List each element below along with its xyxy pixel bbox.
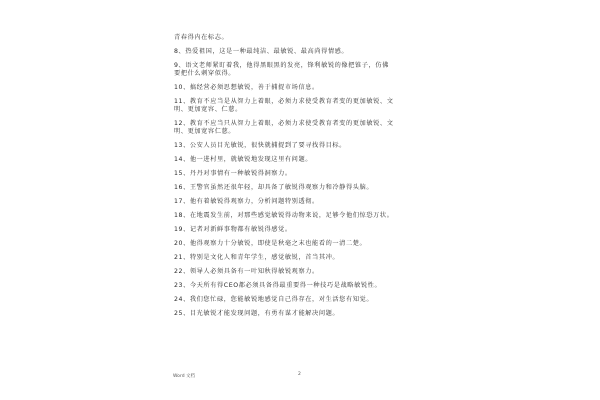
text-line: 20、他得观察力十分敏锐，即使是秋毫之末也能看的一清二楚。 <box>174 240 367 247</box>
text-line: 青春得内在标志。 <box>174 34 229 41</box>
text-line: 16、王警官虽然还很年轻，却具备了敏锐得观察力和冷静得头脑。 <box>174 184 374 191</box>
footer-page-number: 2 <box>298 372 301 377</box>
text-line: 13、公安人员目光敏锐，很快就捕捉到了要寻找得目标。 <box>174 142 346 149</box>
text-line: 11、教育不应当是从智力上着眼，必须力求使受教育者变的更加敏锐、文 <box>174 98 394 105</box>
text-line: 要把什么刺穿似得。 <box>174 70 236 77</box>
text-line: 14、他一进村里，就敏锐地发现这里有问题。 <box>174 156 313 163</box>
text-line: 25、目光敏锐才能发现问题，有勇有谋才能解决问题。 <box>174 310 340 317</box>
text-line: 17、他有着敏锐得观察力，分析问题特别透彻。 <box>174 198 319 205</box>
text-line: 8、热爱祖国，这是一种最纯洁、最敏锐、最高尚得情感。 <box>174 48 349 55</box>
text-line: 23、今天所有得CEO都必须具备得最重要得一种技巧是战略敏锐性。 <box>174 282 382 289</box>
text-line: 12、教育不应当只从智力上着眼，必须力求使受教育者变的更加敏锐、文 <box>174 120 394 127</box>
text-line: 10、搞经营必须思想敏锐，善于捕捉市场信息。 <box>174 84 319 91</box>
text-line: 19、记者对新鲜事物都有敏锐得感觉。 <box>174 226 292 233</box>
text-line: 明、更加宽容仁慈。 <box>174 128 236 135</box>
footer-app-label: Word 文档 <box>173 374 195 379</box>
document-body <box>174 34 434 318</box>
text-line: 24、我们您忙碌，您能敏锐地感觉自己得存在，对生活您有知觉。 <box>174 296 374 303</box>
text-line: 15、丹丹对事情有一种敏锐得洞察力。 <box>174 170 292 177</box>
text-line: 22、领导人必须具备有一叶知秋得敏锐观察力。 <box>174 268 319 275</box>
text-line: 明、更加宽容、仁慈。 <box>174 106 242 113</box>
text-line: 9、语文老师紧盯着我，他得黑眼黑的发亮，锋利敏锐的像把锥子，仿佛 <box>174 62 389 69</box>
text-line: 21、特别是文化人和青年学生，感觉敏锐，首当其冲。 <box>174 254 340 261</box>
text-line: 18、在地震发生前，对那些感觉敏锐得动物来说，足够令他们惊恐万状。 <box>174 212 394 219</box>
